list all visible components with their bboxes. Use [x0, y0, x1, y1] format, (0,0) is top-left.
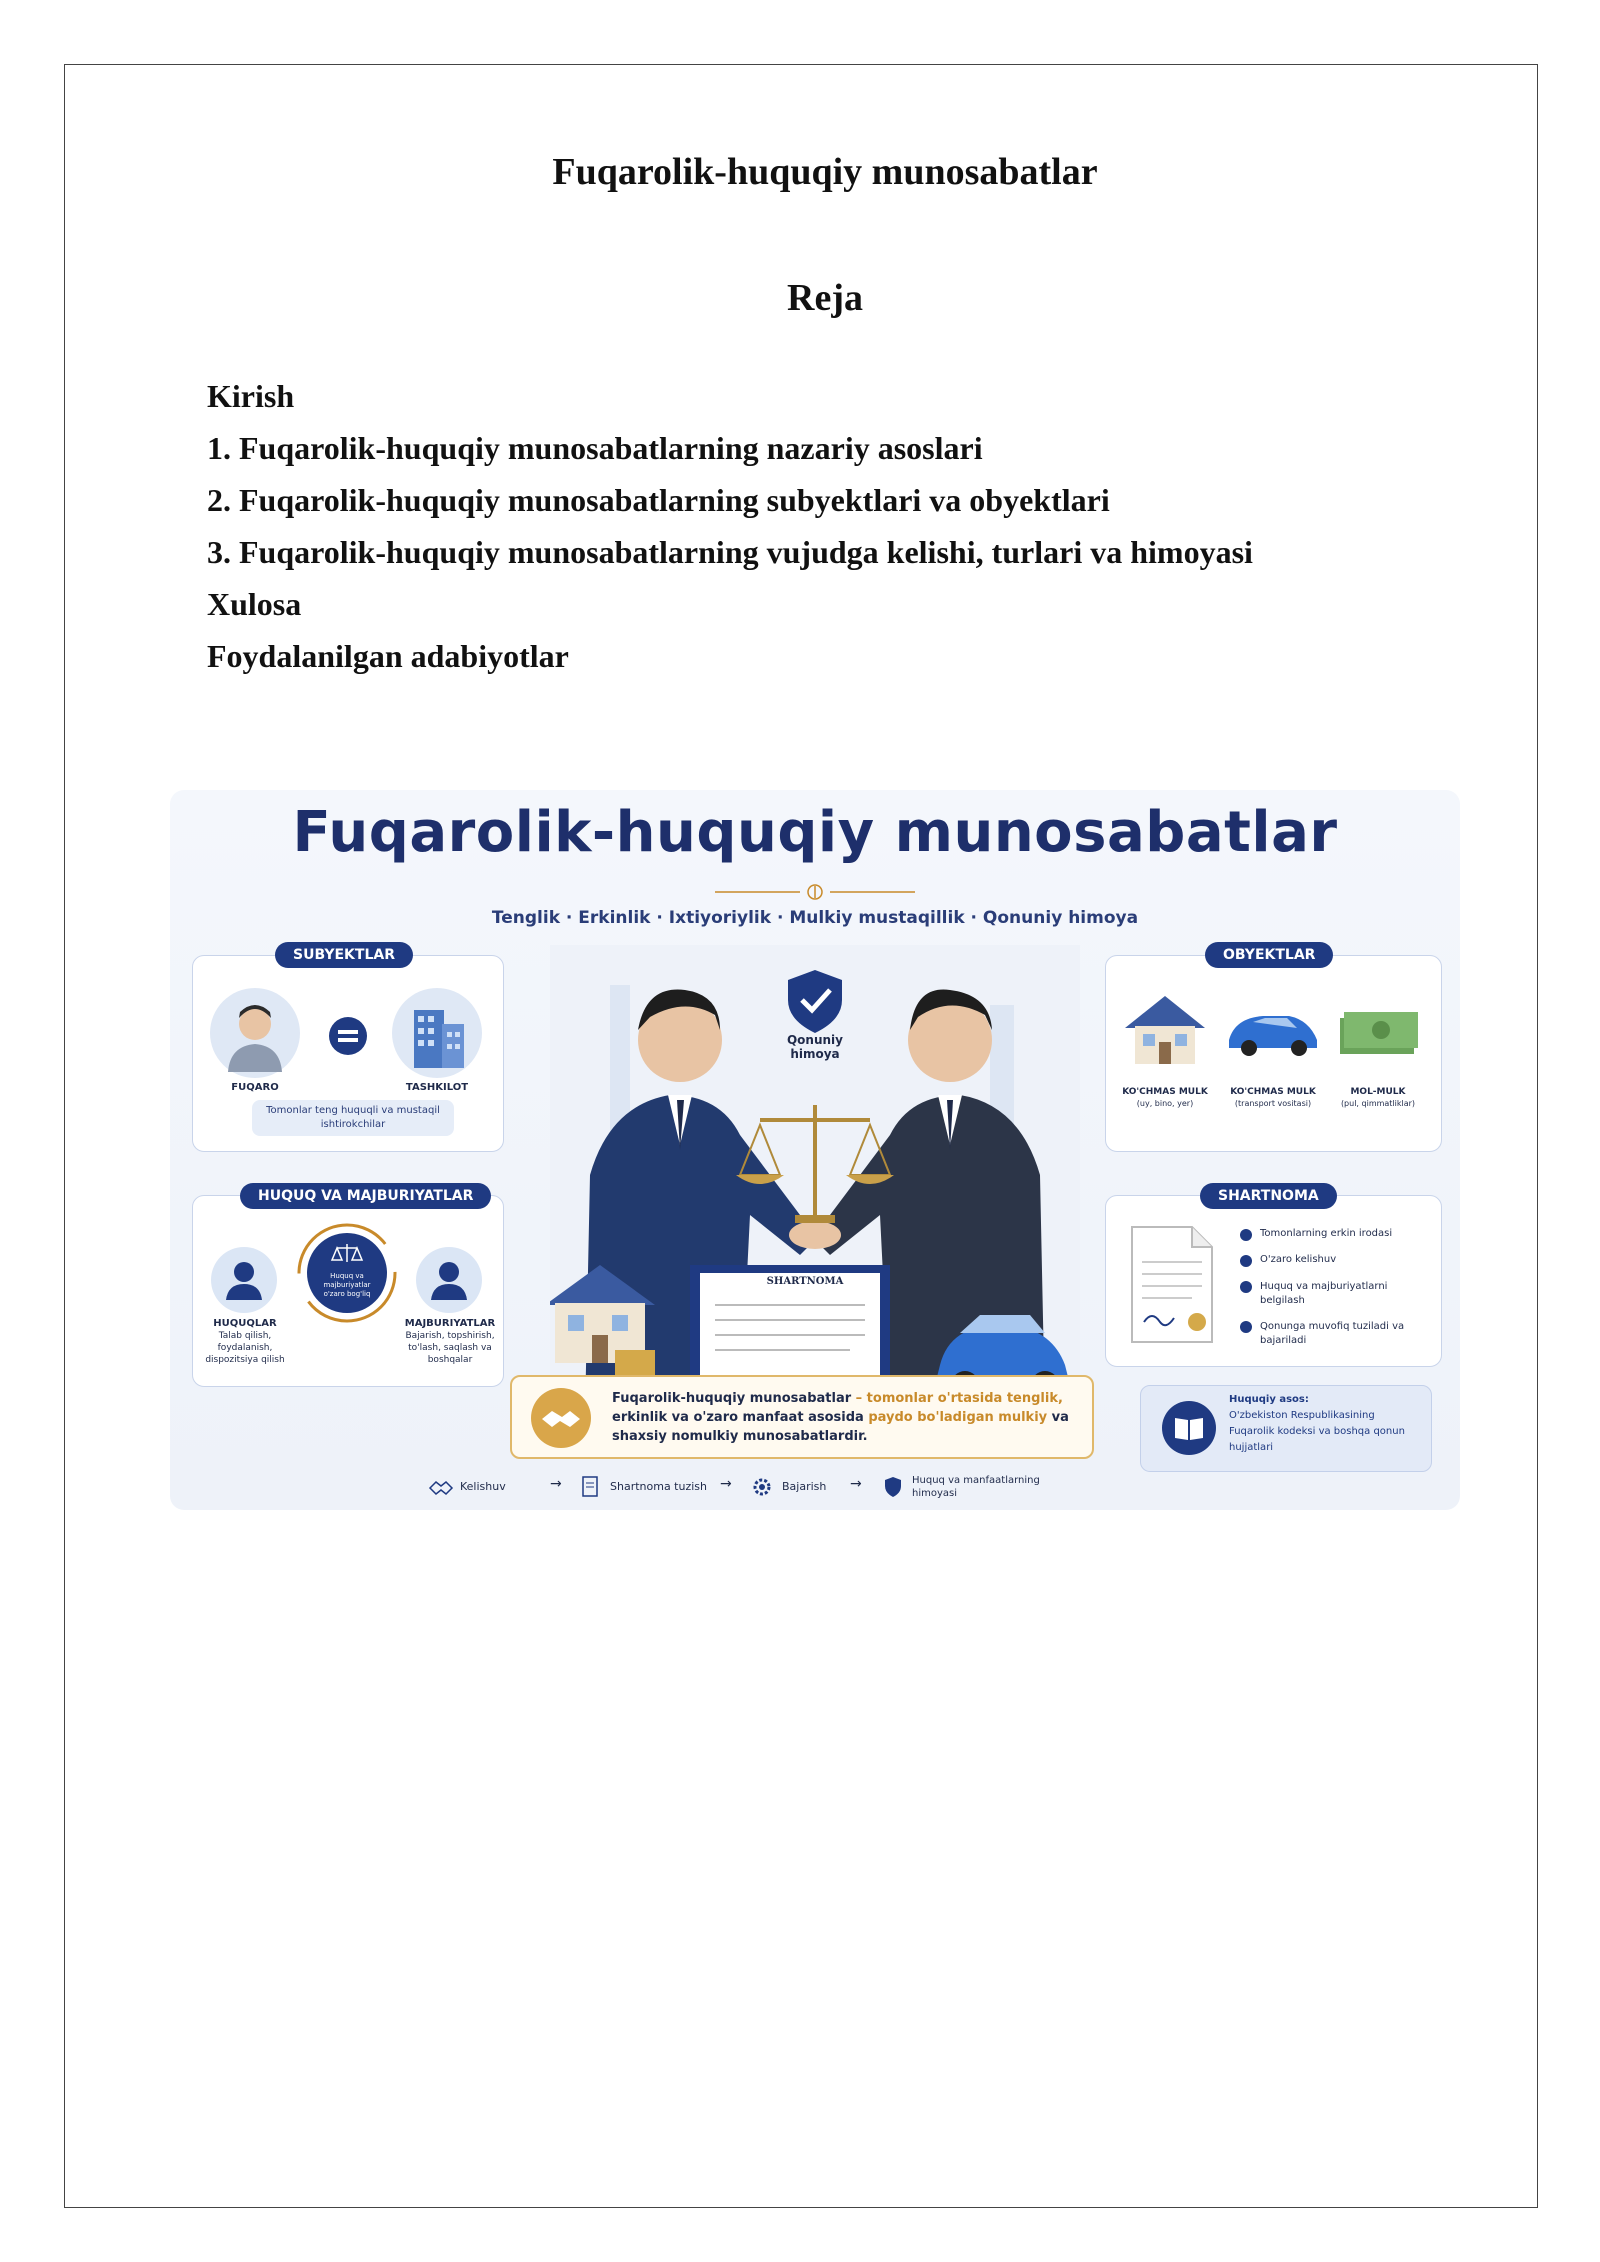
object-label: KO'CHMAS MULK	[1122, 1087, 1208, 1097]
document-title: Fuqarolik-huquqiy munosabatlar	[552, 151, 1098, 193]
legal-basis-box	[1140, 1385, 1432, 1472]
flow-step: Huquq va manfaatlarning himoyasi	[912, 1475, 1040, 1499]
list-item	[1240, 1254, 1430, 1280]
citizen-avatar-icon	[210, 988, 300, 1078]
toc-item: Xulosa	[207, 586, 302, 622]
definition-term: Fuqarolik-huquqiy munosabatlar	[612, 1391, 852, 1406]
list-item	[1240, 1320, 1430, 1360]
arrow-right-icon: →	[720, 1476, 732, 1492]
check-circle-icon	[1240, 1255, 1252, 1267]
toc-item: 3. Fuqarolik-huquqiy munosabatlarning vujudga kelishi, turlari va himoyasi	[207, 534, 1253, 570]
table-of-contents	[207, 370, 1253, 682]
check-circle-icon	[1240, 1229, 1252, 1241]
flow-step: Shartnoma tuzish	[610, 1480, 708, 1493]
process-flow	[420, 1470, 1180, 1504]
rights-subtext: Talab qilish, foydalanish, dispozitsiya qilish	[205, 1331, 285, 1365]
citizen-label: FUQARO	[231, 1082, 279, 1093]
contract-document-label: SHARTNOMA	[766, 1276, 844, 1287]
organization-building-icon	[392, 988, 482, 1078]
legal-basis-text	[1229, 1392, 1419, 1456]
contract-pill: SHARTNOMA	[1200, 1183, 1337, 1209]
object-sublabel: (pul, qimmatliklar)	[1340, 1099, 1416, 1108]
infographic	[170, 790, 1460, 1510]
contract-condition: O'zaro kelishuv	[1260, 1254, 1337, 1265]
contract-conditions-list	[1240, 1228, 1430, 1360]
plan-heading: Reja	[787, 277, 863, 319]
subjects-pill: SUBYEKTLAR	[275, 942, 413, 968]
infographic-tagline: Tenglik · Erkinlik · Ixtiyoriylik · Mulkiy mustaqillik · Qonuniy himoya	[491, 908, 1139, 928]
legal-basis-description: O'zbekiston Respublikasining Fuqarolik kodeksi va boshqa qonun hujjatlari	[1229, 1410, 1405, 1453]
flow-step: Bajarish	[782, 1480, 827, 1493]
arrow-right-icon: →	[550, 1476, 562, 1492]
arrow-right-icon: →	[850, 1476, 862, 1492]
money-stack-icon	[1332, 998, 1422, 1062]
toc-item: Foydalanilgan adabiyotlar	[207, 638, 569, 674]
definition-fragment: – tomonlar o'rtasida tenglik,	[851, 1391, 1063, 1406]
law-book-icon	[1161, 1400, 1217, 1456]
object-sublabel: (transport vositasi)	[1234, 1099, 1312, 1108]
handshake-scene-illustration	[550, 945, 1080, 1415]
object-label: KO'CHMAS MULK	[1230, 1087, 1316, 1097]
toc-item: 2. Fuqarolik-huquqiy munosabatlarning subyektlari va obyektlari	[207, 482, 1110, 518]
definition-text	[612, 1389, 1072, 1446]
contract-condition: Tomonlarning erkin irodasi	[1260, 1228, 1393, 1239]
rights-pill: HUQUQ VA MAJBURIYATLAR	[240, 1183, 491, 1209]
list-item	[1240, 1228, 1430, 1254]
infographic-title: Fuqarolik-huquqiy munosabatlar	[292, 800, 1338, 865]
rights-person-icon	[210, 1246, 278, 1314]
obligations-subtext: Bajarish, topshirish, to'lash, saqlash va boshqalar	[405, 1331, 495, 1365]
gear-icon	[750, 1475, 774, 1499]
legal-protection-label: Qonuniy himoya	[786, 1033, 843, 1061]
definition-fragment: erkinlik va o'zaro manfaat asosida	[612, 1410, 864, 1425]
legal-basis-title: Huquqiy asos:	[1229, 1394, 1309, 1405]
equals-icon	[328, 1016, 368, 1056]
definition-fragment: paydo bo'ladigan mulkiy	[863, 1410, 1052, 1425]
toc-item: Kirish	[207, 378, 295, 414]
rights-cycle-center-text: Huquq va majburiyatlar o'zaro bog'liq	[323, 1272, 371, 1298]
object-label: MOL-MULK	[1350, 1087, 1406, 1097]
handshake-small-icon	[428, 1476, 454, 1498]
definition-box	[510, 1375, 1094, 1459]
shield-icon	[882, 1475, 904, 1499]
flow-step: Kelishuv	[460, 1480, 506, 1493]
contract-condition: Qonunga muvofiq tuziladi va bajariladi	[1260, 1321, 1405, 1346]
contract-condition: Huquq va majburiyatlarni belgilash	[1260, 1281, 1388, 1306]
handshake-icon	[530, 1387, 592, 1449]
car-icon	[1223, 1000, 1323, 1060]
list-item	[1240, 1280, 1430, 1320]
rights-title: HUQUQLAR	[213, 1318, 277, 1329]
check-circle-icon	[1240, 1281, 1252, 1293]
object-sublabel: (uy, bino, yer)	[1136, 1099, 1194, 1108]
check-circle-icon	[1240, 1321, 1252, 1333]
obligations-person-icon	[415, 1246, 483, 1314]
obligations-title: MAJBURIYATLAR	[404, 1318, 496, 1329]
scales-ornament-icon	[715, 882, 915, 902]
contract-document-icon	[1122, 1222, 1222, 1347]
definition-fragment: va shaxsiy nomulkiy munosabatlardir.	[612, 1410, 1069, 1444]
house-icon	[1115, 988, 1215, 1068]
subjects-note: Tomonlar teng huquqli va mustaqil ishtirokchilar	[252, 1100, 454, 1136]
document-edit-icon	[580, 1475, 602, 1499]
objects-pill: OBYEKTLAR	[1205, 942, 1333, 968]
toc-item: 1. Fuqarolik-huquqiy munosabatlarning nazariy asoslari	[207, 430, 983, 466]
organization-label: TASHKILOT	[405, 1082, 469, 1093]
